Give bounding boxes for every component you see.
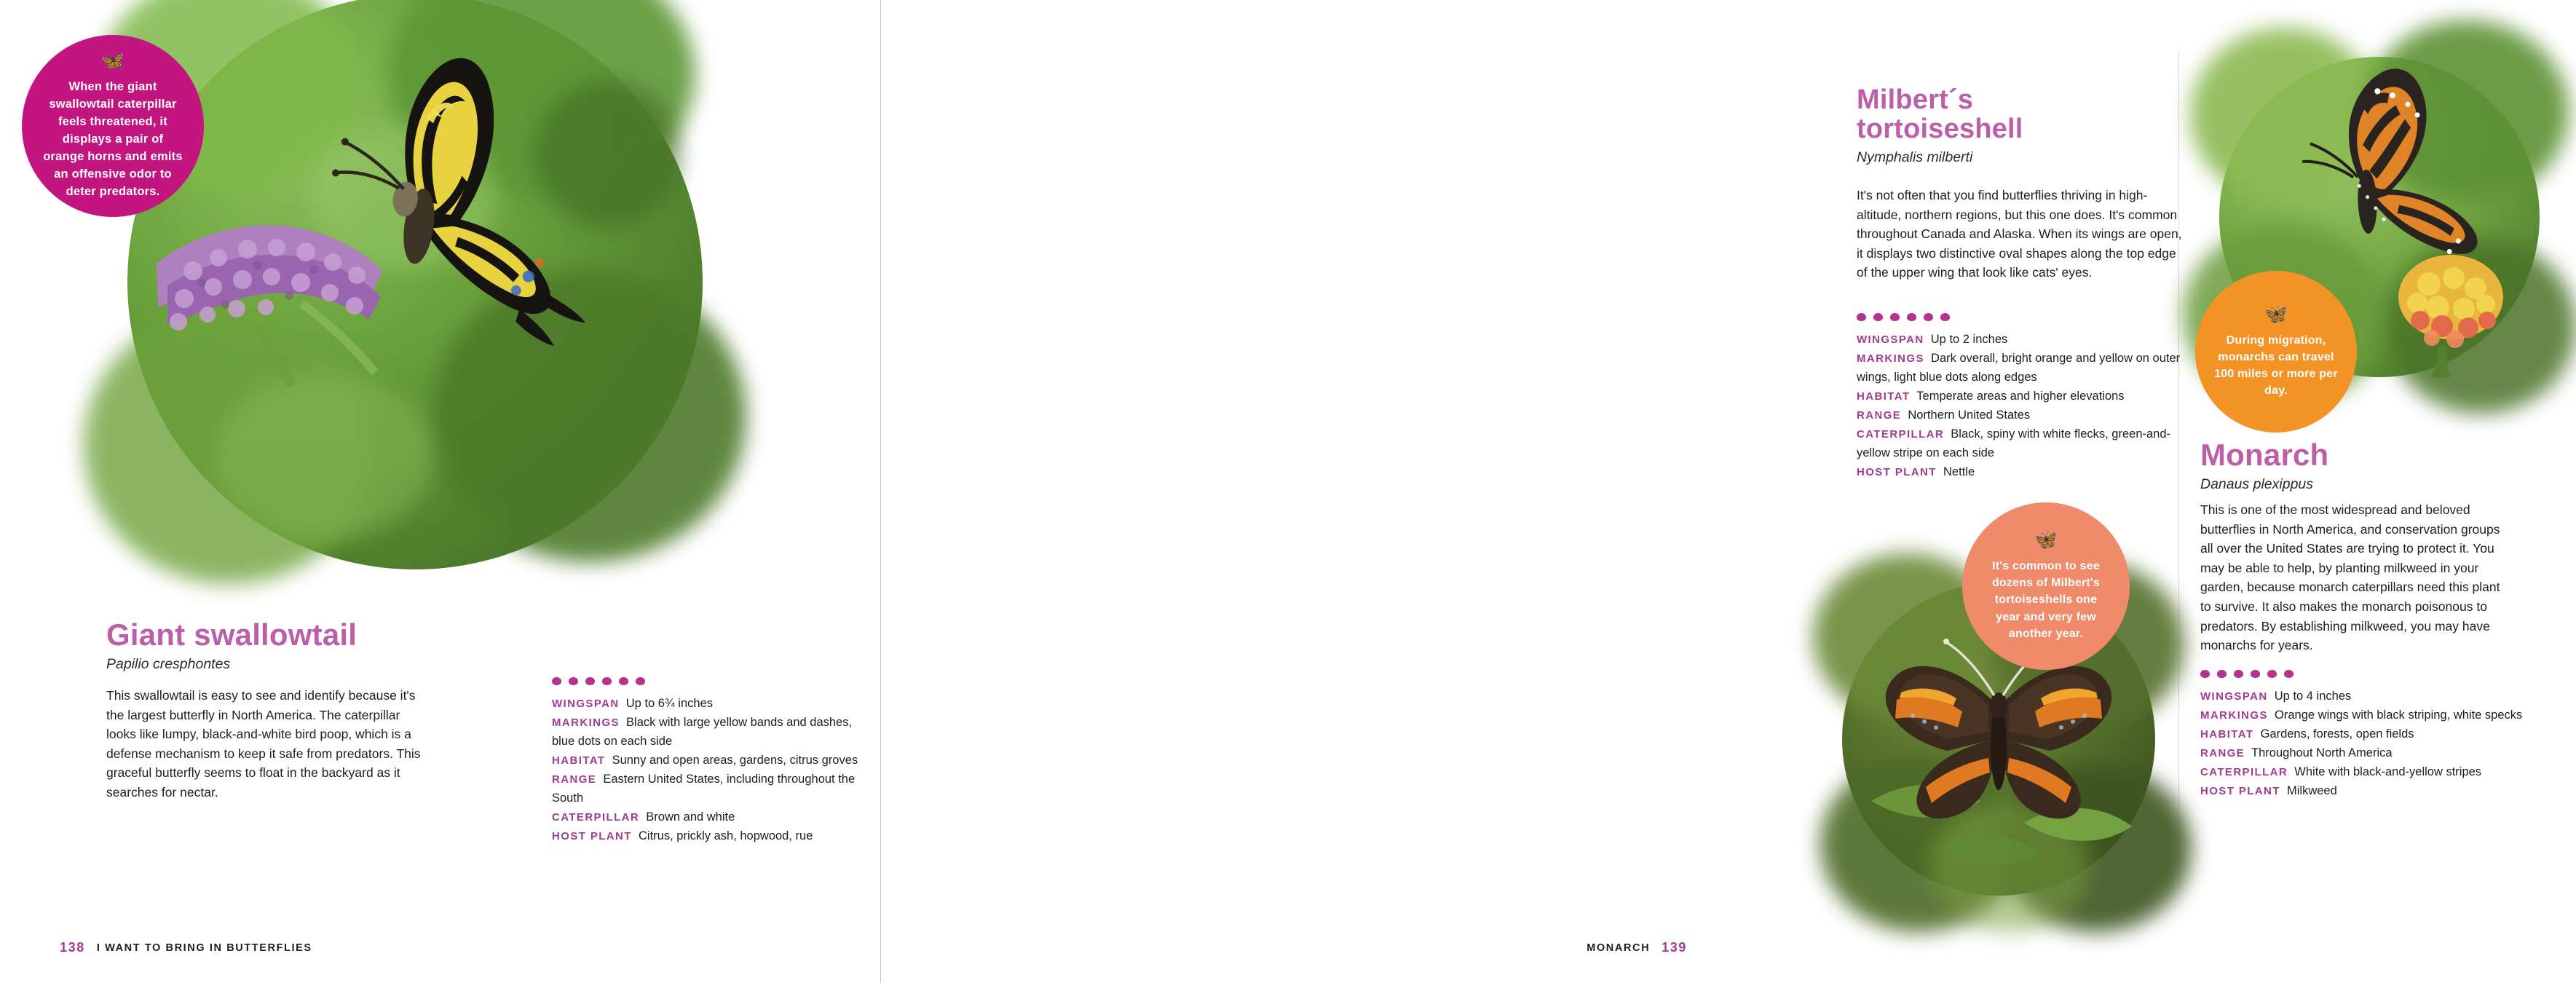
fact-row: WINGSPAN Up to 6¾ inches: [552, 697, 714, 710]
fact-row: HOST PLANT Milkweed: [2200, 784, 2337, 798]
fact-row: HOST PLANT Citrus, prickly ash, hopwood, rue: [552, 829, 813, 843]
dot-divider: [1857, 313, 2192, 321]
fact-row: WINGSPAN Up to 2 inches: [1857, 333, 2008, 346]
butterfly-icon: 🦋: [100, 50, 125, 72]
milberts-facts-block: [1857, 313, 2192, 482]
species-body-milberts: It's not often that you find butterflies thriving in high-altitude, northern regions, but this one does. It's common throughout Canada and Alaska. When its wings are open, it displays two distinctive oval shapes along the top edge of the upper wing that look like cats' eyes.: [1857, 188, 2182, 280]
fact-row: MARKINGS Dark overall, bright orange and yellow on outer wings, light blue dots along edges: [1857, 352, 2181, 384]
species-title-monarch: Monarch: [2200, 438, 2329, 472]
fact-row: HABITAT Temperate areas and higher elevations: [1857, 390, 2125, 403]
footer-left: [60, 940, 312, 955]
fact-row: WINGSPAN Up to 4 inches: [2200, 690, 2352, 703]
species-latin-monarch: Danaus plexippus: [2200, 476, 2314, 493]
fact-row: RANGE Eastern United States, including throughout the South: [552, 773, 856, 805]
species-title-milberts: Milbert´s tortoiseshell: [1857, 84, 2023, 144]
butterfly-icon: 🦋: [2264, 302, 2288, 325]
fact-row: MARKINGS Orange wings with black striping, white specks: [2200, 708, 2523, 722]
fact-row: MARKINGS Black with large yellow bands and dashes, blue dots on each side: [552, 716, 853, 749]
fact-bubble-monarch: [2195, 271, 2357, 433]
giant-swallowtail-photo: [127, 0, 703, 569]
fact-bubble-tortoiseshell: [1962, 502, 2130, 670]
running-head-left: I WANT TO BRING IN BUTTERFLIES: [96, 941, 312, 954]
fact-row: CATERPILLAR White with black-and-yellow stripes: [2200, 765, 2482, 779]
swallowtail-description-column: [106, 619, 427, 802]
fact-row: CATERPILLAR Black, spiny with white flecks, green-and-yellow stripe on each side: [1857, 427, 2171, 460]
page-number-left: 138: [60, 940, 85, 955]
species-title-swallowtail: Giant swallowtail: [106, 617, 357, 652]
species-body-monarch: This is one of the most widespread and beloved butterflies in North America, and conservation groups all over the United States are trying to protect it. You may be able to help, by planting milkweed in your garden, because monarch caterpillars need this plant to survive. It also makes the monarch poisonous to predators. By establishing milkweed, you may have monarchs for years.: [2200, 502, 2500, 653]
left-page: [0, 0, 881, 983]
page-number-right: 139: [1662, 940, 1687, 955]
facts-list-milberts: [1857, 330, 2192, 482]
facts-list-monarch: [2200, 687, 2524, 800]
monarch-heading-group: [2200, 439, 2506, 493]
facts-list-swallowtail: [552, 694, 876, 846]
footer-right: [1587, 940, 1687, 955]
fact-row: HOST PLANT Nettle: [1857, 465, 1975, 479]
fact-row: HABITAT Sunny and open areas, gardens, citrus groves: [552, 754, 858, 767]
fact-row: RANGE Northern United States: [1857, 408, 2031, 422]
milberts-heading-group: [1857, 86, 2097, 166]
butterfly-icon: 🦋: [2034, 529, 2058, 551]
species-latin-swallowtail: Papilio cresphontes: [106, 656, 231, 673]
fact-row: RANGE Throughout North America: [2200, 746, 2393, 760]
fact-bubble-text: It's common to see dozens of Milbert's tortoiseshells one year and very few another year.: [1991, 560, 2101, 640]
giant-swallowtail-butterfly: [237, 34, 615, 413]
swallowtail-facts-column: [552, 677, 876, 846]
fact-row: HABITAT Gardens, forests, open fields: [2200, 727, 2414, 741]
fact-bubble-swallowtail: [22, 35, 204, 217]
species-body-swallowtail: This swallowtail is easy to see and identify because it's the largest butterfly in North America. The caterpillar looks like lumpy, black-and-white bird poop, which is a defense mechanism to keep it safe from predators. This graceful butterfly seems to float in the backyard as it searches for nectar.: [106, 688, 421, 800]
right-page: [881, 0, 2523, 983]
fact-bubble-text: During migration, monarchs can travel 100 miles or more per day.: [2214, 333, 2338, 398]
fact-bubble-text: When the giant swallowtail caterpillar feels threatened, it displays a pair of orange horns and emits an offensive odor to deter predators.: [43, 80, 183, 198]
running-head-right: MONARCH: [1587, 941, 1651, 954]
dot-divider: [552, 677, 876, 685]
dot-divider: [2200, 670, 2524, 678]
fact-row: CATERPILLAR Brown and white: [552, 810, 735, 824]
monarch-facts-block: [2200, 670, 2524, 800]
species-latin-milberts: Nymphalis milberti: [1857, 149, 1973, 165]
